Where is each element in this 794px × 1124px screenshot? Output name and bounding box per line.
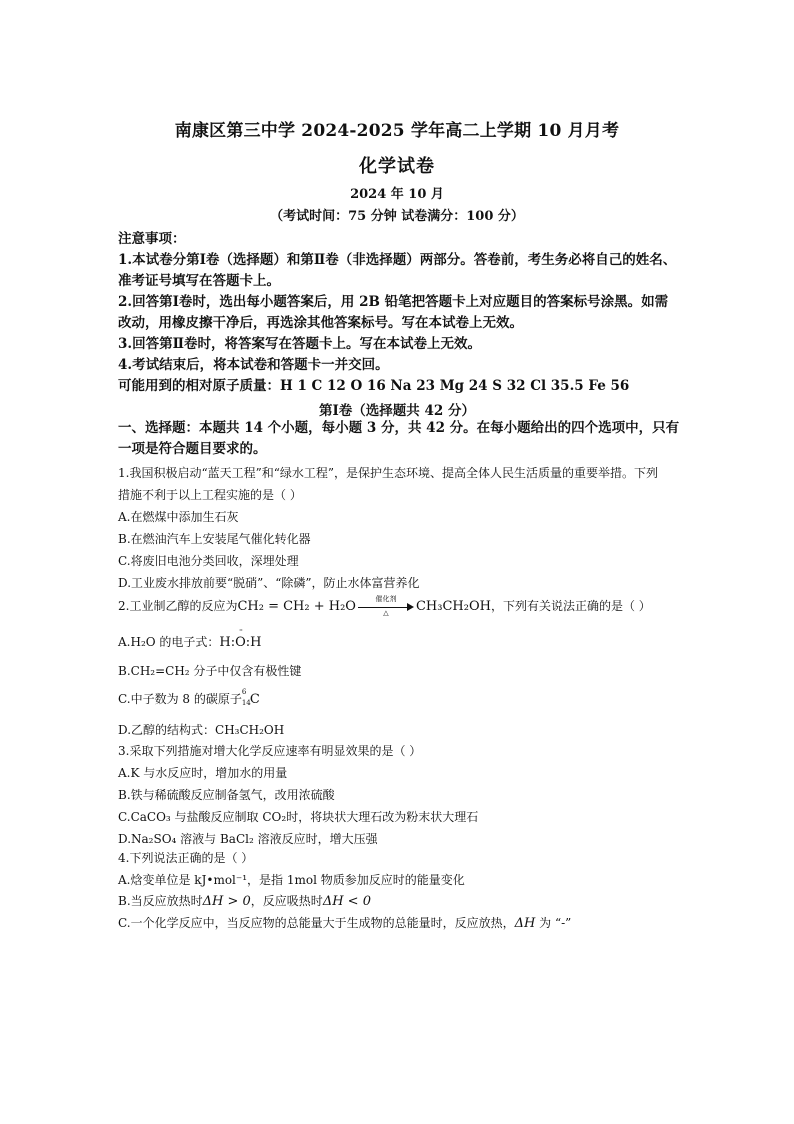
- nuclide-lower: 14: [241, 698, 251, 707]
- exam-title: 南康区第三中学 2024-2025 学年高二上学期 10 月月考: [174, 121, 620, 141]
- option-text: 为 “-”: [535, 916, 572, 930]
- option-a: [118, 626, 262, 650]
- question-3: [118, 740, 698, 850]
- notes-line: 3.回答第Ⅱ卷时，将答案写在答题卡上。写在本试卷上无效。: [118, 336, 481, 352]
- option-b: B.CH₂=CH₂ 分子中仅含有极性键: [118, 664, 302, 678]
- nuclide-letter: C: [249, 691, 260, 707]
- question-4-stem: 4.下列说法正确的是（ ）: [118, 851, 254, 865]
- option-d: D.工业废水排放前要“脱硝”、“除磷”，防止水体富营养化: [118, 576, 420, 590]
- option-text: ，反应吸热时: [250, 894, 323, 908]
- notes-block: [118, 229, 688, 397]
- section-title: 第Ⅰ卷（选择题共 42 分）: [318, 403, 475, 419]
- notes-line: 改动，用橡皮擦干净后，再选涂其他答案标号。写在本试卷上无效。: [118, 315, 523, 331]
- option-text: C.中子数为 8 的碳原子: [118, 692, 242, 706]
- option-d: D.乙醇的结构式：CH₃CH₂OH: [118, 723, 285, 737]
- heat-label: △: [383, 608, 389, 617]
- electron-formula: ·· H:O:H: [219, 626, 262, 650]
- formula-dh-positive: ΔH > 0: [202, 894, 251, 909]
- nuclide-symbol: [241, 687, 260, 709]
- option-a: A.焓变单位是 kJ•mol⁻¹，是指 1mol 物质参加反应时的能量变化: [118, 873, 465, 887]
- option-c: C.将废旧电池分类回收，深埋处理: [118, 554, 299, 568]
- electron-formula-text: H:O:H: [219, 635, 262, 650]
- question-stem: 3.采取下列措施对增大化学反应速率有明显效果的是（ ）: [118, 744, 422, 758]
- option-a: A.在燃煤中添加生石灰: [118, 510, 239, 524]
- exam-subtitle: 化学试卷: [359, 156, 435, 177]
- question-1: [118, 462, 698, 594]
- section-intro-line: 一、选择题：本题共 14 个小题，每小题 3 分，共 42 分。在每小题给出的四个选项中，只有: [118, 420, 680, 436]
- question-stem: 1.我国积极启动“蓝天工程”和“绿水工程”，是保护生态环境、提高全体人民生活质量的重要举措。下列: [118, 466, 658, 480]
- question-2-stem: [118, 594, 651, 617]
- option-d: D.Na₂SO₄ 溶液与 BaCl₂ 溶液反应时，增大压强: [118, 832, 378, 846]
- notes-line: 准考证号填写在答题卡上。: [118, 273, 280, 289]
- formula-dh-negative: ΔH < 0: [322, 894, 371, 909]
- reaction-product: CH₃CH₂OH: [415, 599, 491, 614]
- option-text: A.H₂O 的电子式：: [118, 635, 220, 649]
- option-text: C.一个化学反应中，当反应物的总能量大于生成物的总能量时，反应放热，: [118, 916, 515, 930]
- option-a: A.K 与水反应时，增加水的用量: [118, 766, 288, 780]
- reaction-reactants: CH₂ = CH₂ + H₂O: [237, 599, 356, 614]
- section-intro-line: 一项是符合题目要求的。: [118, 441, 267, 457]
- option-c: [118, 687, 260, 709]
- question-stem-suffix: ，下列有关说法正确的是（ ）: [490, 599, 651, 613]
- option-c: [118, 914, 571, 931]
- catalyst-label: 催化剂: [375, 594, 397, 603]
- question-stem: 2.工业制乙醇的反应为: [118, 599, 238, 613]
- notes-heading: 注意事项：: [118, 231, 186, 247]
- reaction-arrow: [358, 594, 414, 617]
- option-b: B.在燃油汽车上安装尾气催化转化器: [118, 532, 311, 546]
- notes-line: 2.回答第Ⅰ卷时，选出每小题答案后，用 2B 铅笔把答题卡上对应题目的答案标号涂黑。如需: [118, 294, 669, 310]
- notes-line: 4.考试结束后，将本试卷和答题卡一并交回。: [118, 357, 389, 373]
- section-intro: [118, 418, 688, 460]
- exam-info: （考试时间：75 分钟 试卷满分：100 分）: [270, 209, 524, 224]
- option-text: B.当反应放热时: [118, 894, 203, 908]
- exam-date: 2024 年 10 月: [350, 187, 444, 202]
- option-c: C.CaCO₃ 与盐酸反应制取 CO₂时，将块状大理石改为粉末状大理石: [118, 810, 479, 824]
- option-b: [118, 892, 371, 909]
- atomic-masses: 可能用到的相对原子质量：H 1 C 12 O 16 Na 23 Mg 24 S 32 Cl 35.5 Fe 56: [118, 378, 630, 394]
- notes-line: 1.本试卷分第Ⅰ卷（选择题）和第Ⅱ卷（非选择题）两部分。答卷前，考生务必将自己的姓名、: [118, 252, 677, 268]
- nuclide-upper: 6: [241, 687, 247, 696]
- question-stem: 措施不利于以上工程实施的是（ ）: [118, 488, 302, 502]
- option-b: B.铁与稀硫酸反应制备氢气，改用浓硫酸: [118, 788, 335, 802]
- formula-dh: ΔH: [514, 916, 536, 931]
